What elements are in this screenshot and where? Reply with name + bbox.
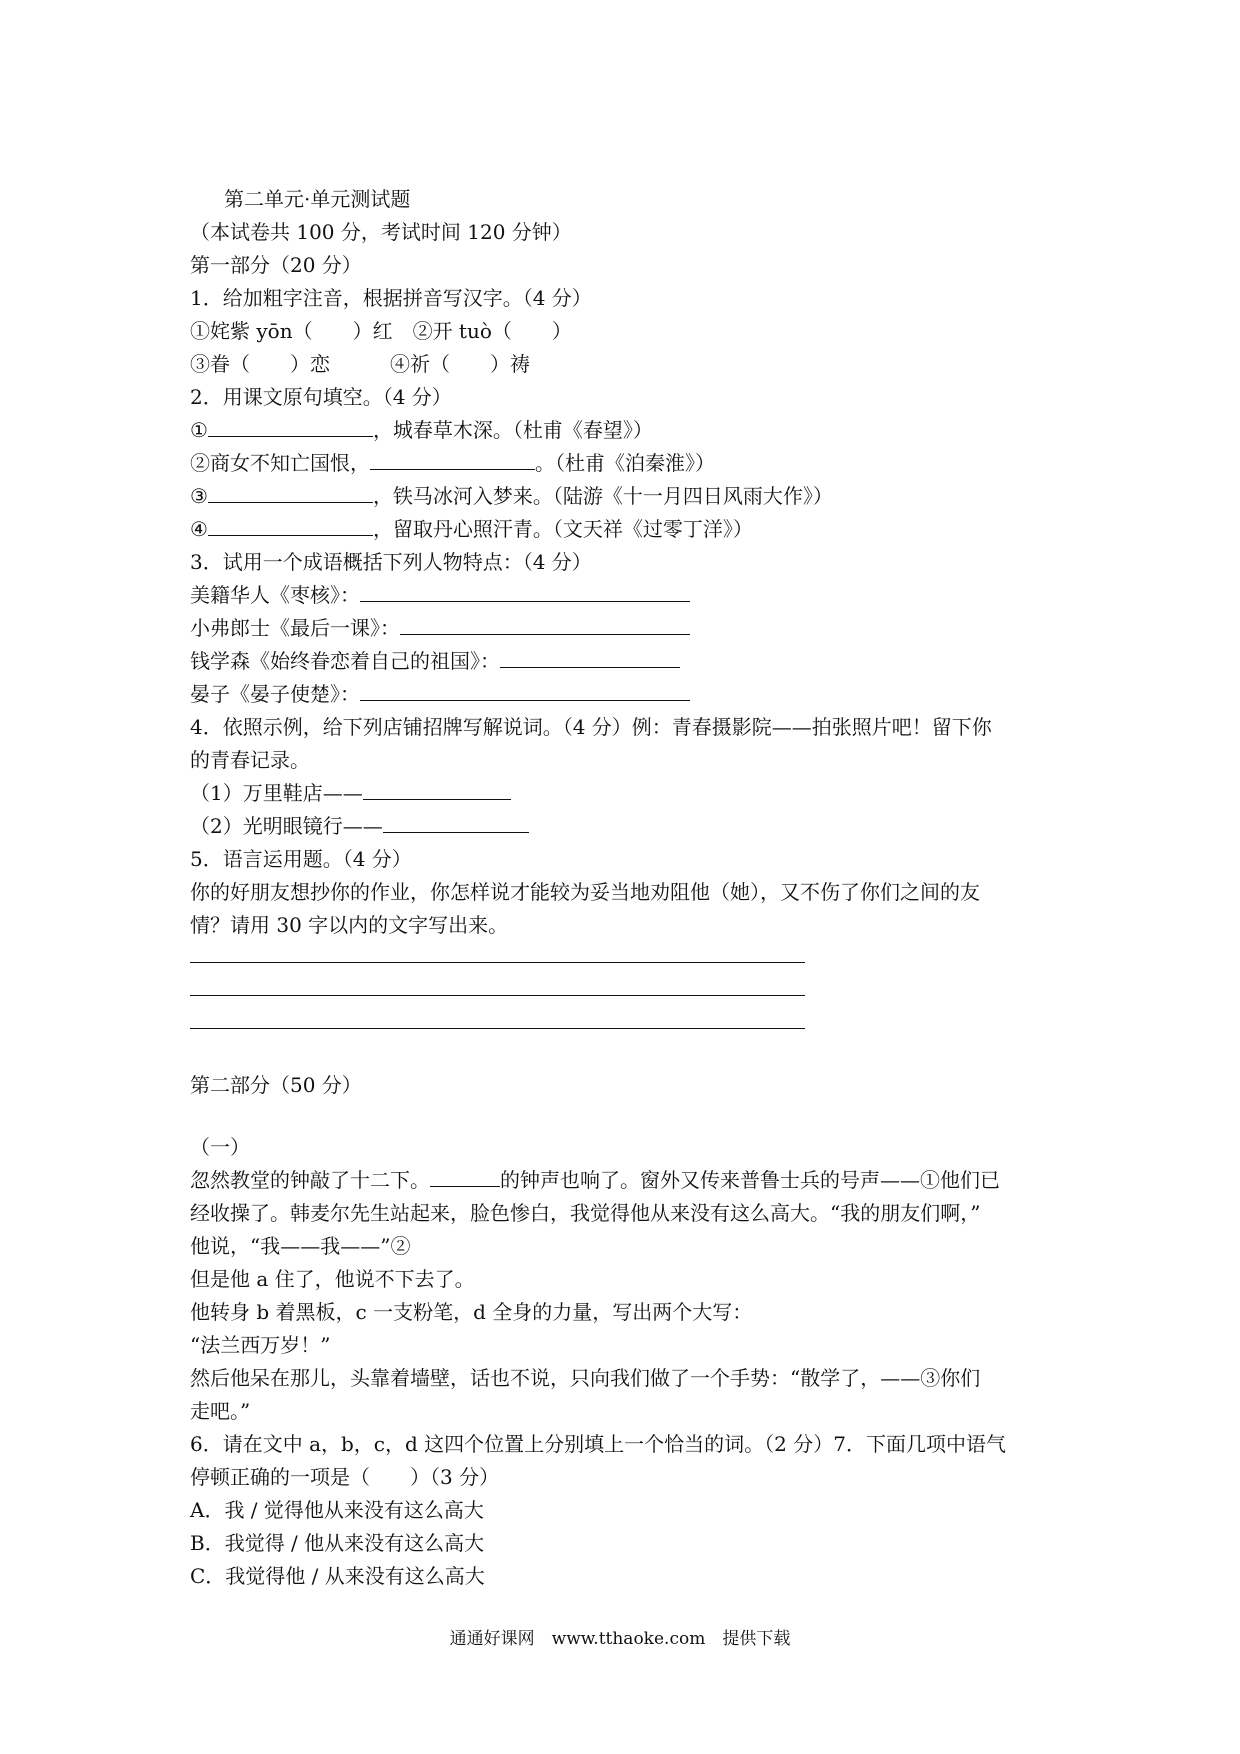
q3-a-blank[interactable] <box>360 583 690 602</box>
q4-b-label: （2）光明眼镜行—— <box>190 814 383 838</box>
passage-para5-line2: 走吧。” <box>190 1399 251 1423</box>
footer-source: 通通好课网 www.tthaoke.com 提供下载 <box>449 1629 791 1649</box>
q2-b-suffix: 。（杜甫《泊秦淮》） <box>535 451 715 475</box>
q5-body-1: 你的好朋友想抄你的作业，你怎样说才能较为妥当地劝阻他（她），又不伤了你们之间的友 <box>190 880 980 904</box>
passage-para1-line2: 经收操了。韩麦尔先生站起来，脸色惨白，我觉得他从来没有这么高大。“我的朋友们啊，” <box>190 1201 981 1225</box>
q3-d-label: 晏子《晏子使楚》： <box>190 682 360 706</box>
q3-a-label: 美籍华人《枣核》： <box>190 583 360 607</box>
q4-item-a <box>190 780 511 806</box>
passage-p1-suffix: 的钟声也响了。窗外又传来普鲁士兵的号声——①他们已 <box>500 1168 1000 1192</box>
passage-para3: 他转身 b 着黑板，c 一支粉笔，d 全身的力量，写出两个大写： <box>190 1300 753 1324</box>
q4-b-blank[interactable] <box>383 814 529 833</box>
q3-stem: 3．试用一个成语概括下列人物特点：（4 分） <box>190 550 592 574</box>
q2-d-prefix: ④ <box>190 517 208 541</box>
q2-c-suffix: ，铁马冰河入梦来。（陆游《十一月四日风雨大作》） <box>372 484 833 508</box>
q3-c-blank[interactable] <box>500 649 680 668</box>
part2-heading: 第二部分（50 分） <box>190 1073 362 1097</box>
q4-a-label: （1）万里鞋店—— <box>190 781 363 805</box>
passage-para5-line1: 然后他呆在那儿，头靠着墙壁，话也不说，只向我们做了一个手势：“散学了，——③你们 <box>190 1366 981 1390</box>
q2-a-prefix: ① <box>190 418 208 442</box>
passage-para4: “法兰西万岁！” <box>190 1333 331 1357</box>
q7-option-a[interactable]: A．我 / 觉得他从来没有这么高大 <box>190 1498 484 1522</box>
q4-a-blank[interactable] <box>363 781 511 800</box>
passage-section-label: （一） <box>190 1135 250 1159</box>
part1-heading: 第一部分（20 分） <box>190 253 362 277</box>
q2-d-blank[interactable] <box>208 517 373 536</box>
q1-stem: 1．给加粗字注音，根据拼音写汉字。（4 分） <box>190 286 592 310</box>
q3-item-c <box>190 648 680 674</box>
q4-stem-1: 4．依照示例，给下列店铺招牌写解说词。（4 分）例：青春摄影院——拍张照片吧！留下你 <box>190 715 992 739</box>
q5-stem: 5．语言运用题。（4 分） <box>190 847 412 871</box>
q7-option-c[interactable]: C．我觉得他 / 从来没有这么高大 <box>190 1564 485 1588</box>
passage-para2: 但是他 a 住了，他说不下去了。 <box>190 1267 475 1291</box>
passage-blank[interactable] <box>430 1168 500 1187</box>
passage-para1-line1 <box>190 1167 1000 1193</box>
q2-a-blank[interactable] <box>208 418 373 437</box>
q3-c-label: 钱学森《始终眷恋着自己的祖国》： <box>190 649 500 673</box>
q6-q7-stem-1: 6．请在文中 a，b，c，d 这四个位置上分别填上一个恰当的词。（2 分）7．下面几项中语气 <box>190 1432 1006 1456</box>
q2-b-blank[interactable] <box>370 451 535 470</box>
q2-c-blank[interactable] <box>208 484 373 503</box>
exam-title: 第二单元·单元测试题 <box>224 187 411 211</box>
q2-item-d <box>190 516 753 542</box>
q2-item-b <box>190 450 715 476</box>
q2-a-suffix: ，城春草木深。（杜甫《春望》） <box>372 418 653 442</box>
q2-c-prefix: ③ <box>190 484 208 508</box>
q5-answer-line-3[interactable] <box>190 1028 805 1029</box>
q2-d-suffix: ，留取丹心照汗青。（文天祥《过零丁洋》） <box>372 517 753 541</box>
q7-option-b[interactable]: B．我觉得 / 他从来没有这么高大 <box>190 1531 485 1555</box>
passage-para1-line3: 他说，“我——我——”② <box>190 1234 411 1258</box>
q5-body-2: 情？请用 30 字以内的文字写出来。 <box>190 913 509 937</box>
q2-b-prefix: ②商女不知亡国恨， <box>190 451 370 475</box>
q3-b-label: 小弗郎士《最后一课》： <box>190 616 400 640</box>
q3-item-a <box>190 582 690 608</box>
q2-item-a <box>190 417 653 443</box>
q6-q7-stem-2: 停顿正确的一项是（ ）（3 分） <box>190 1465 500 1489</box>
q1-line1: ①姹紫 yōn（ ）红 ②开 tuò（ ） <box>190 319 572 343</box>
q3-d-blank[interactable] <box>360 682 690 701</box>
q2-item-c <box>190 483 833 509</box>
passage-p1-prefix: 忽然教堂的钟敲了十二下。 <box>190 1168 430 1192</box>
q5-answer-line-1[interactable] <box>190 962 805 963</box>
q4-item-b <box>190 813 529 839</box>
q3-item-d <box>190 681 690 707</box>
q4-stem-2: 的青春记录。 <box>190 748 310 772</box>
q5-answer-line-2[interactable] <box>190 995 805 996</box>
q3-item-b <box>190 615 690 641</box>
q3-b-blank[interactable] <box>400 616 690 635</box>
q2-stem: 2．用课文原句填空。（4 分） <box>190 385 452 409</box>
q1-line2: ③眷（ ）恋 ④祈（ ）祷 <box>190 352 530 376</box>
exam-note: （本试卷共 100 分，考试时间 120 分钟） <box>190 220 572 244</box>
